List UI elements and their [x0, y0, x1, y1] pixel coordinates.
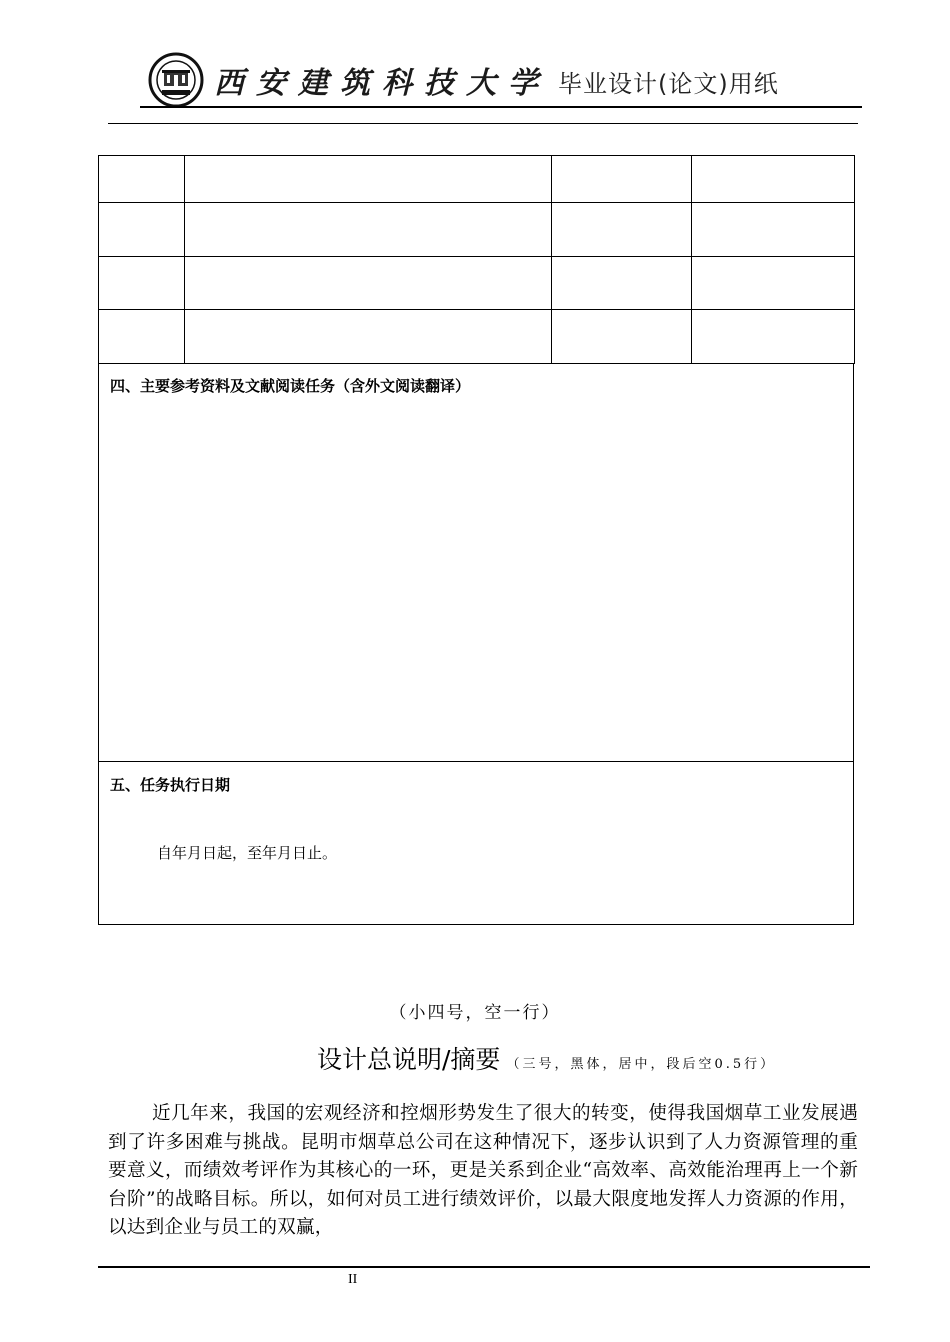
table-cell	[552, 310, 692, 364]
table-cell	[185, 310, 552, 364]
table-cell	[692, 310, 855, 364]
section-references	[98, 363, 854, 762]
page-header	[0, 0, 950, 130]
table-cell	[99, 310, 185, 364]
table-row	[99, 156, 855, 203]
section-references-title: 四、主要参考资料及文献阅读任务（含外文阅读翻译）	[110, 377, 471, 395]
table-cell	[692, 156, 855, 203]
table-cell	[692, 257, 855, 310]
table-row	[99, 257, 855, 310]
header-rule-thin	[108, 123, 858, 124]
abstract-title-note: （三号，黑体，居中，段后空0.5行）	[506, 1057, 777, 1072]
table-cell	[552, 257, 692, 310]
university-logo-icon	[148, 52, 204, 108]
abstract-body: 近几年来，我国的宏观经济和控烟形势发生了很大的转变，使得我国烟草工业发展遇到了许多困难与挑战。昆明市烟草总公司在这种情况下，逐步认识到了人力资源管理的重要意义，而绩效考评作为其核心的一环，更是关系到企业“高效率、高效能治理再上一个新台阶”的战略目标。所以，如何对员工进行绩效评价，以最大限度地发挥人力资源的作用，以达到企业与员工的双赢，	[108, 1103, 858, 1239]
table-cell	[99, 203, 185, 257]
table-cell	[99, 257, 185, 310]
university-name: 西安建筑科技大学	[214, 66, 550, 101]
table-cell	[552, 203, 692, 257]
paper-title: 毕业设计(论文)用纸	[558, 70, 779, 98]
table-row	[99, 203, 855, 257]
table-cell	[185, 156, 552, 203]
table-cell	[692, 203, 855, 257]
header-rule-thick	[140, 106, 862, 108]
footer-rule	[98, 1266, 870, 1268]
abstract-heading	[317, 1040, 776, 1076]
format-note: （小四号，空一行）	[389, 1003, 561, 1023]
table-cell	[552, 156, 692, 203]
section-task-dates	[98, 761, 854, 925]
task-table	[98, 155, 855, 364]
abstract-title: 设计总说明/摘要	[317, 1045, 501, 1074]
task-date-range: 自年月日起，至年月日止。	[157, 844, 338, 862]
section-task-dates-title: 五、任务执行日期	[110, 776, 231, 794]
page-number: II	[348, 1272, 358, 1287]
table-row	[99, 310, 855, 364]
table-cell	[185, 257, 552, 310]
table-cell	[185, 203, 552, 257]
table-cell	[99, 156, 185, 203]
